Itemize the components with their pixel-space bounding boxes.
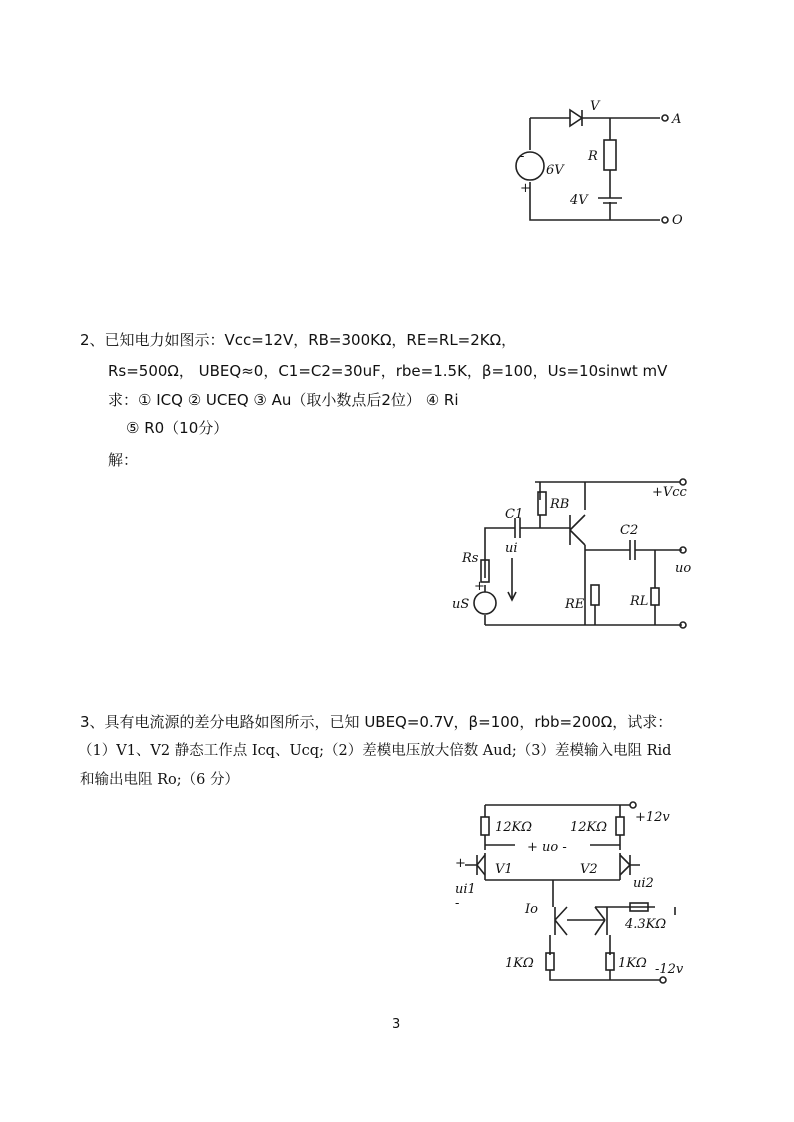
r43-label: 4.3KΩ: [625, 917, 667, 932]
q2-line-3: 求：① ICQ ② UCEQ ③ Au（取小数点后2位） ④ Ri: [108, 391, 459, 409]
uo-label: uo: [675, 561, 692, 576]
vneg-label: -12v: [655, 962, 684, 977]
us-label: uS: [452, 597, 470, 612]
rc2-label: 12KΩ: [570, 820, 608, 835]
q3-line-2: （1）V1、V2 静态工作点 Icq、Ucq;（2）差模电压放大倍数 Aud;（3）差模输入电阻 Rid: [78, 743, 672, 759]
plus-sign: +: [474, 579, 485, 594]
plus-sign: +: [520, 181, 531, 196]
circuit-diagram-1: [510, 90, 710, 235]
rl-label: RL: [630, 594, 649, 609]
battery-label: 4V: [570, 193, 588, 208]
q3-line-1: 3、具有电流源的差分电路如图所示，已知 UBEQ=0.7V，β=100，rbb=200Ω，试求：: [80, 713, 673, 731]
page-number: 3: [392, 1017, 401, 1032]
diode-label: V: [590, 99, 600, 114]
plus-sign: +: [455, 856, 466, 871]
v1-label: V1: [495, 862, 513, 877]
re1-label: 1KΩ: [505, 956, 534, 971]
source-label: 6V: [546, 163, 564, 178]
rb-label: RB: [550, 497, 570, 512]
q3-line-3: 和输出电阻 Ro;（6 分）: [80, 772, 239, 788]
vpos-label: +12v: [635, 810, 670, 825]
io-label: Io: [525, 902, 538, 917]
resistor-label: R: [588, 149, 598, 164]
node-a-label: A: [672, 112, 682, 127]
q2-line-5: 解：: [108, 451, 139, 469]
v2-label: V2: [580, 862, 598, 877]
q2-line-2: Rs=500Ω， UBEQ≈0，C1=C2=30uF，rbe=1.5K，β=100，Us=10sinwt mV: [108, 362, 668, 380]
ui-label: ui: [505, 541, 518, 556]
rc1-label: 12KΩ: [495, 820, 533, 835]
ui2-label: ui2: [633, 876, 654, 891]
node-o-label: O: [672, 213, 683, 228]
vcc-label: +Vcc: [652, 485, 687, 500]
c2-label: C2: [620, 523, 639, 538]
rs-label: Rs: [462, 551, 479, 566]
ui1-label: ui1: [455, 882, 476, 897]
uo-label: + uo -: [527, 840, 567, 855]
circuit-diagram-2: [450, 470, 690, 635]
re-label: RE: [565, 597, 585, 612]
re2-label: 1KΩ: [618, 956, 647, 971]
q2-line-4: ⑤ R0（10分）: [126, 419, 229, 437]
minus-sign: -: [455, 896, 460, 911]
circuit-diagram-3: [455, 795, 695, 995]
q2-line-1: 2、已知电力如图示：Vcc=12V，RB=300KΩ，RE=RL=2KΩ，: [80, 331, 517, 349]
minus-sign: -: [520, 149, 525, 164]
c1-label: C1: [505, 507, 524, 522]
